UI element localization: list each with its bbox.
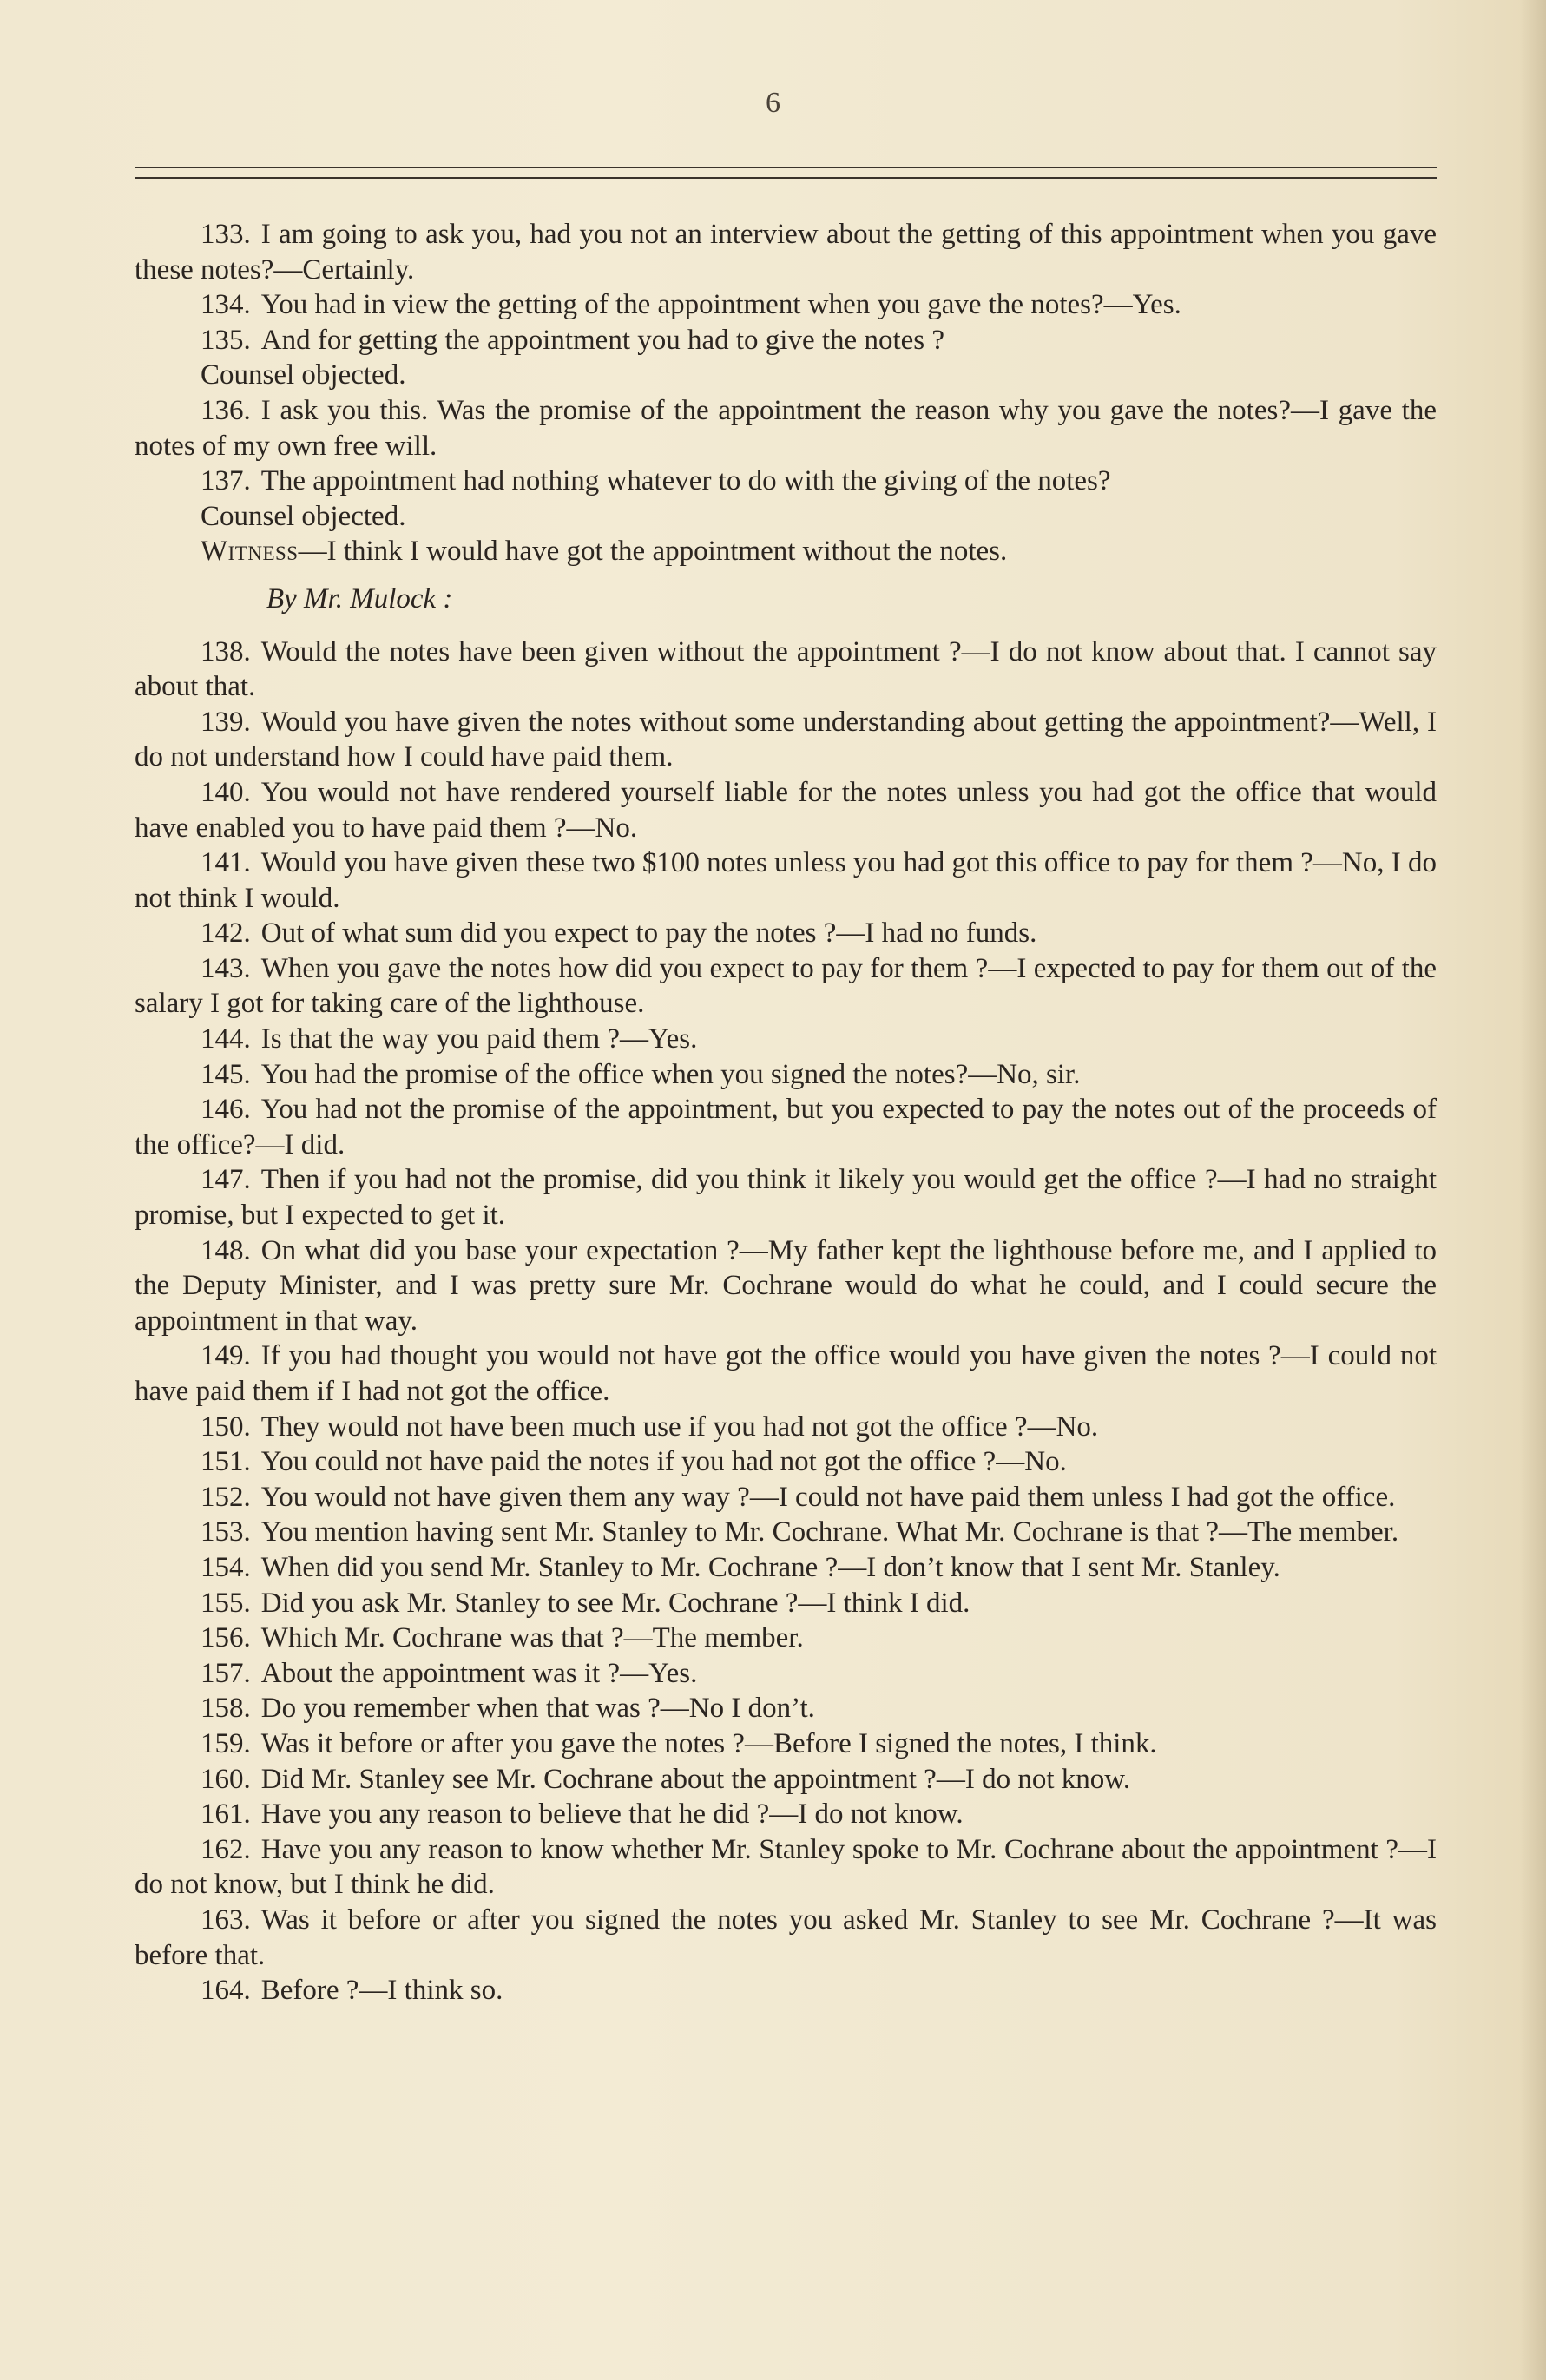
question-answer — [135, 1022, 1437, 1057]
header-rule-bottom — [135, 177, 1437, 179]
question-text: On what did you base your expectation ?—My father kept the lighthouse before me, and I applied to the Deputy Minister, and I was pretty sure Mr. Cochrane would do what he could, and I could secure the appointment in that way. — [135, 1234, 1437, 1337]
question-answer — [135, 1621, 1437, 1656]
question-answer — [135, 323, 1437, 358]
question-answer — [135, 1762, 1437, 1798]
question-text: Did you ask Mr. Stanley to see Mr. Cochrane ?—I think I did. — [260, 1587, 970, 1619]
question-number: 144. — [201, 1023, 251, 1055]
question-answer — [135, 1410, 1437, 1445]
question-text: You would not have rendered yourself liable for the notes unless you had got the office that would have enabled you to have paid them ?—No. — [135, 776, 1437, 844]
question-number: 141. — [201, 847, 251, 879]
question-answer — [135, 1480, 1437, 1515]
question-text: Is that the way you paid them ?—Yes. — [260, 1023, 698, 1055]
question-number: 134. — [201, 289, 251, 321]
question-number: 162. — [201, 1833, 251, 1865]
question-answer — [135, 287, 1437, 323]
procedural-note: Counsel objected. — [201, 500, 406, 532]
question-answer — [135, 1550, 1437, 1586]
question-text: The appointment had nothing whatever to do with the giving of the notes? — [260, 465, 1111, 497]
question-answer — [135, 1832, 1437, 1903]
question-answer — [135, 1691, 1437, 1726]
question-text: Did Mr. Stanley see Mr. Cochrane about the appointment ?—I do not know. — [260, 1763, 1131, 1795]
question-answer — [135, 1515, 1437, 1550]
question-number: 147. — [201, 1164, 251, 1196]
question-answer — [135, 217, 1437, 287]
question-number: 153. — [201, 1516, 251, 1548]
question-text: When did you send Mr. Stanley to Mr. Cochrane ?—I don’t know that I sent Mr. Stanley. — [260, 1551, 1280, 1583]
question-number: 163. — [201, 1903, 251, 1936]
question-answer — [135, 916, 1437, 951]
question-answer — [135, 1162, 1437, 1233]
question-answer — [135, 1233, 1437, 1339]
question-text: Then if you had not the promise, did you think it likely you would get the office ?—I had no straight promise, but I expected to get it. — [135, 1164, 1437, 1232]
question-text: If you had thought you would not have got the office would you have given the notes ?—I could not have paid them if I had not got the office. — [135, 1340, 1437, 1407]
question-text: Would you have given these two $100 notes unless you had got this office to pay for them ?—No, I do not think I would. — [135, 847, 1437, 914]
question-answer — [135, 393, 1437, 464]
question-number: 159. — [201, 1727, 251, 1759]
question-number: 158. — [201, 1693, 251, 1725]
question-text: Out of what sum did you expect to pay the notes ?—I had no funds. — [260, 917, 1037, 950]
procedural-note: Counsel objected. — [201, 359, 406, 391]
question-text: About the appointment was it ?—Yes. — [260, 1657, 698, 1689]
question-number: 157. — [201, 1657, 251, 1689]
question-number: 150. — [201, 1410, 251, 1443]
question-number: 137. — [201, 465, 251, 497]
question-text: Have you any reason to believe that he did ?—I do not know. — [260, 1798, 964, 1831]
witness-text: —I think I would have got the appointment without the notes. — [298, 536, 1008, 568]
question-text: I am going to ask you, had you not an interview about the getting of this appointment when you gave these notes?—Certainly. — [135, 219, 1437, 286]
question-text: When you gave the notes how did you expect to pay for them ?—I expected to pay for them out of the salary I got for taking care of the lighthouse. — [135, 952, 1437, 1020]
page-edge-shadow — [1520, 0, 1546, 2380]
question-text: They would not have been much use if you had not got the office ?—No. — [260, 1410, 1099, 1443]
question-answer — [135, 1092, 1437, 1162]
question-answer — [135, 1903, 1437, 1973]
question-answer — [135, 1973, 1437, 2009]
question-number: 156. — [201, 1622, 251, 1654]
question-text: And for getting the appointment you had to give the notes ? — [260, 324, 944, 356]
question-number: 164. — [201, 1975, 251, 2007]
question-number: 148. — [201, 1234, 251, 1266]
header-rule-top — [135, 167, 1437, 168]
question-number: 154. — [201, 1551, 251, 1583]
question-answer — [135, 1057, 1437, 1093]
question-answer — [135, 634, 1437, 705]
question-number: 155. — [201, 1587, 251, 1619]
question-text: Have you any reason to know whether Mr. Stanley spoke to Mr. Cochrane about the appointment ?—I do not know, but I think he did. — [135, 1833, 1437, 1901]
question-number: 160. — [201, 1763, 251, 1795]
question-text: Was it before or after you gave the notes ?—Before I signed the notes, I think. — [260, 1727, 1157, 1759]
question-number: 149. — [201, 1340, 251, 1372]
question-answer — [135, 1797, 1437, 1832]
question-answer — [135, 1338, 1437, 1409]
question-text: You mention having sent Mr. Stanley to Mr. Cochrane. What Mr. Cochrane is that ?—The member. — [260, 1516, 1399, 1548]
question-answer — [135, 951, 1437, 1022]
question-number: 133. — [201, 219, 251, 250]
question-text: You had not the promise of the appointment, but you expected to pay the notes out of the proceeds of the office?—I did. — [135, 1094, 1437, 1160]
question-answer — [135, 1444, 1437, 1480]
question-number: 151. — [201, 1446, 251, 1478]
question-text: Was it before or after you signed the notes you asked Mr. Stanley to see Mr. Cochrane ?—It was before that. — [135, 1903, 1437, 1971]
question-text: Which Mr. Cochrane was that ?—The member. — [260, 1622, 804, 1654]
question-text: You would not have given them any way ?—I could not have paid them unless I had got the office. — [260, 1481, 1396, 1513]
question-answer — [135, 775, 1437, 845]
question-answer — [135, 1586, 1437, 1621]
question-number: 161. — [201, 1798, 251, 1831]
question-text: Do you remember when that was ?—No I don’t. — [260, 1693, 815, 1725]
question-number: 142. — [201, 917, 251, 950]
question-number: 138. — [201, 635, 251, 667]
testimony-body — [135, 217, 1437, 2009]
question-text: Before ?—I think so. — [260, 1975, 503, 2007]
question-text: I ask you this. Was the promise of the appointment the reason why you gave the notes?—I gave the notes of my own free will. — [135, 394, 1437, 462]
question-text: Would the notes have been given without the appointment ?—I do not know about that. I cannot say about that. — [135, 635, 1437, 703]
question-number: 145. — [201, 1058, 251, 1090]
section-heading: By Mr. Mulock : — [266, 582, 453, 615]
question-answer — [135, 1726, 1437, 1762]
question-answer — [135, 845, 1437, 916]
question-text: Would you have given the notes without some understanding about getting the appointment?—Well, I do not understand how I could have paid them. — [135, 706, 1437, 773]
question-number: 152. — [201, 1481, 251, 1513]
witness-label: Witness — [201, 536, 299, 568]
question-answer — [135, 1656, 1437, 1692]
question-answer — [135, 464, 1437, 499]
question-number: 139. — [201, 706, 251, 738]
question-number: 146. — [201, 1094, 251, 1126]
question-text: You had in view the getting of the appointment when you gave the notes?—Yes. — [260, 289, 1181, 321]
question-text: You had the promise of the office when you signed the notes?—No, sir. — [260, 1058, 1081, 1090]
page-number: 6 — [766, 87, 780, 119]
witness-statement — [135, 534, 1437, 569]
question-answer — [135, 705, 1437, 775]
question-number: 143. — [201, 952, 251, 984]
question-number: 140. — [201, 776, 251, 808]
question-number: 136. — [201, 394, 251, 426]
question-text: You could not have paid the notes if you had not got the office ?—No. — [260, 1446, 1067, 1478]
question-number: 135. — [201, 324, 251, 356]
